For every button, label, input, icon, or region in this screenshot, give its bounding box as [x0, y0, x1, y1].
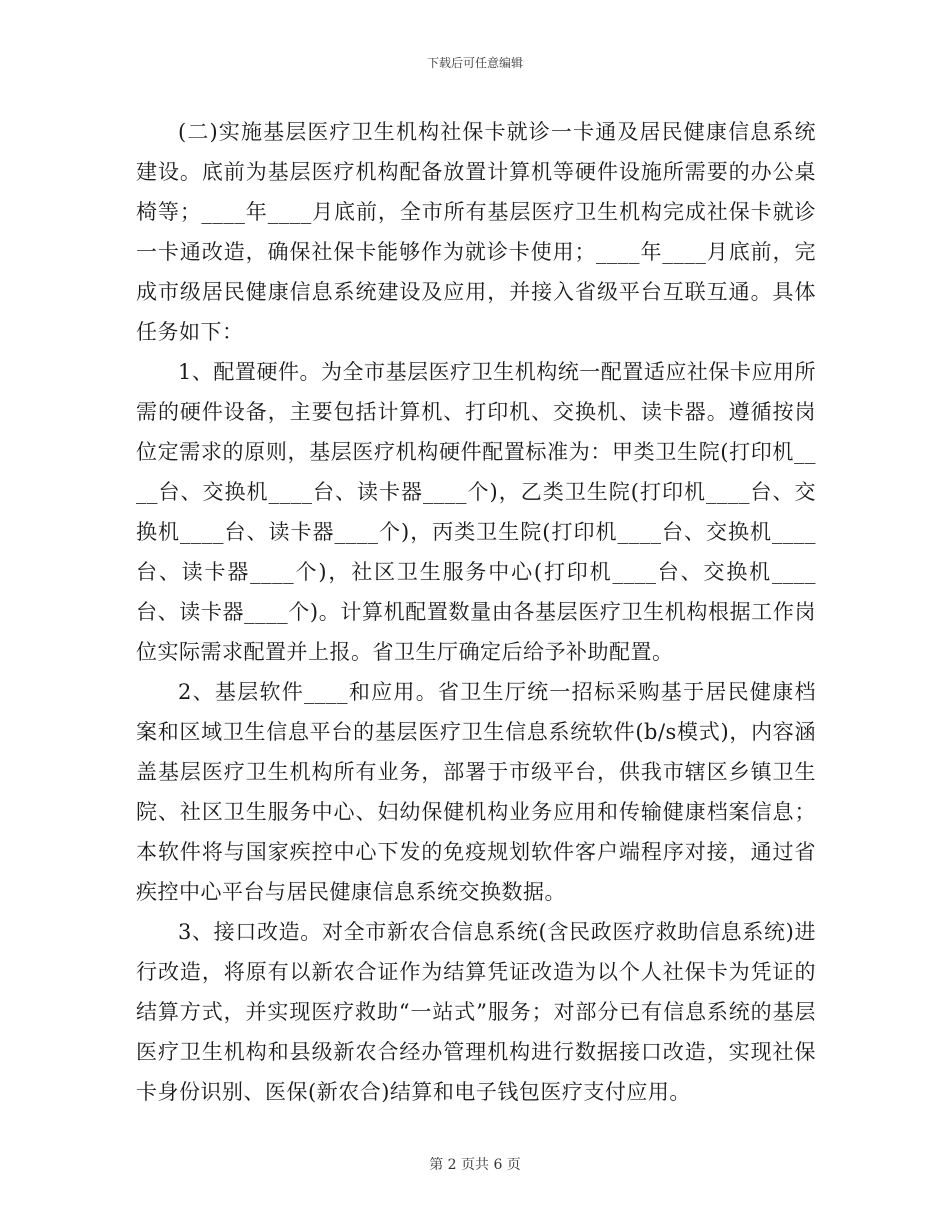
page-footer-number: 第 2 页共 6 页: [429, 1157, 521, 1173]
paragraph-interface: 3、接口改造。对全市新农合信息系统(含民政医疗救助信息系统)进行改造，将原有以新农合证作为结算凭证改造为以个人社保卡为凭证的结算方式，并实现医疗救助“一站式”服务；对部分已有信息系统的基层医疗卫生机构和县级新农合经办管理机构进行数据接口改造，实现社保卡身份识别、医保(新农合)结算和电子钱包医疗支付应用。: [136, 920, 816, 1104]
paragraph-hardware: 1、配置硬件。为全市基层医疗卫生机构统一配置适应社保卡应用所需的硬件设备，主要包括计算机、打印机、交换机、读卡器。遵循按岗位定需求的原则，基层医疗机构硬件配置标准为：甲类卫生院(打印机____台、交换机____台、读卡器____个)，乙类卫生院(打印机____台、交换机____台、读卡器____个)，丙类卫生院(打印机____台、交换机____台、读卡器____个)，社区卫生服务中心(打印机____台、交换机____台、读卡器____个)。计算机配置数量由各基层医疗卫生机构根据工作岗位实际需求配置并上报。省卫生厅确定后给予补助配置。: [136, 360, 816, 664]
paragraph-intro: (二)实施基层医疗卫生机构社保卡就诊一卡通及居民健康信息系统建设。底前为基层医疗机构配备放置计算机等硬件设施所需要的办公桌椅等；____年____月底前，全市所有基层医疗卫生机构完成社保卡就诊一卡通改造，确保社保卡能够作为就诊卡使用；____年____月底前，完成市级居民健康信息系统建设及应用，并接入省级平台互联互通。具体任务如下：: [136, 120, 816, 344]
document-body: [136, 112, 816, 1112]
paragraph-software: 2、基层软件____和应用。省卫生厅统一招标采购基于居民健康档案和区域卫生信息平台的基层医疗卫生信息系统软件(b/s模式)，内容涵盖基层医疗卫生机构所有业务，部署于市级平台，供我市辖区乡镇卫生院、社区卫生服务中心、妇幼保健机构业务应用和传输健康档案信息；本软件将与国家疾控中心下发的免疫规划软件客户端程序对接，通过省疾控中心平台与居民健康信息系统交换数据。: [136, 680, 816, 904]
page-header-note: 下载后可任意编辑: [426, 56, 523, 70]
